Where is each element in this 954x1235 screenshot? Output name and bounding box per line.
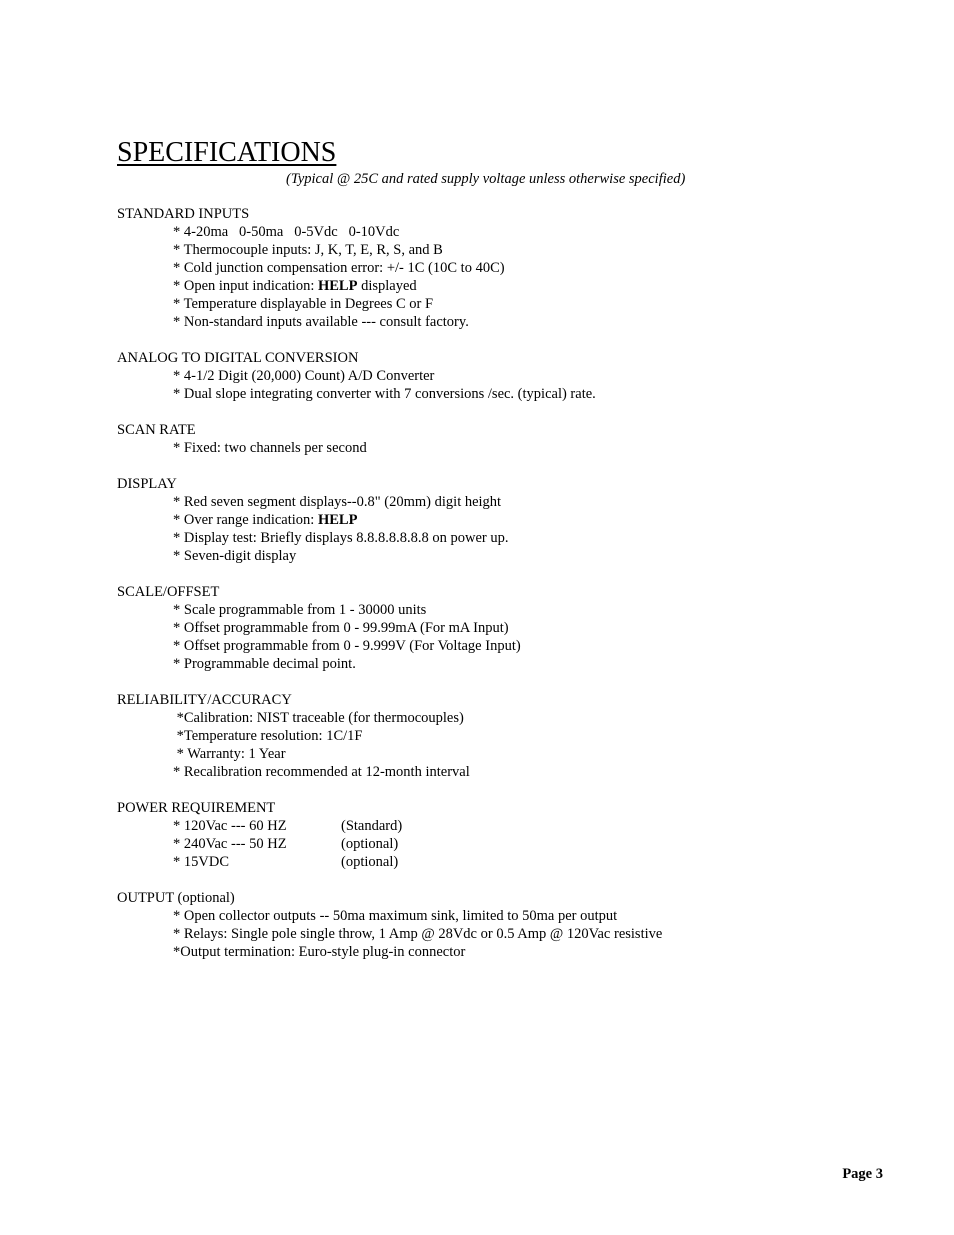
spec-item <box>117 727 877 745</box>
spec-item-text <box>173 853 341 871</box>
spec-item-label: * 240Vac --- 50 HZ <box>173 836 287 852</box>
spec-item-text <box>173 223 399 241</box>
spec-item <box>117 547 877 565</box>
spec-item <box>117 745 877 763</box>
spec-item <box>117 619 877 637</box>
spec-section <box>117 421 877 457</box>
spec-item <box>117 943 877 961</box>
spec-item <box>117 655 877 673</box>
spec-item-label: * Red seven segment displays--0.8" (20mm) digit height <box>173 494 502 510</box>
spec-item-text <box>173 241 443 259</box>
spec-item-label: * Open collector outputs -- 50ma maximum sink, limited to 50ma per output <box>173 908 618 924</box>
spec-item <box>117 601 877 619</box>
spec-item-text <box>173 547 296 565</box>
spec-item-label: * Warranty: 1 Year <box>173 746 286 762</box>
spec-item-label: * 120Vac --- 60 HZ <box>173 818 287 834</box>
spec-item <box>117 835 877 853</box>
spec-item-bold: HELP <box>317 512 358 528</box>
section-heading: STANDARD INPUTS <box>117 206 250 222</box>
spec-item-text <box>173 439 367 457</box>
spec-item-suffix: displayed <box>357 278 417 294</box>
spec-item-text <box>173 925 662 943</box>
spec-item-note: (optional) <box>341 854 399 870</box>
spec-item-label: * 4-20ma 0-50ma 0-5Vdc 0-10Vdc <box>173 224 400 240</box>
spec-item <box>117 709 877 727</box>
spec-item-text <box>173 763 470 781</box>
section-heading: ANALOG TO DIGITAL CONVERSION <box>117 350 359 366</box>
spec-item-label: *Calibration: NIST traceable (for thermocouples) <box>173 710 464 726</box>
spec-item-label: * Offset programmable from 0 - 99.99mA (For mA Input) <box>173 620 509 636</box>
spec-item <box>117 295 877 313</box>
spec-item-text <box>173 727 362 745</box>
spec-item-text <box>173 529 508 547</box>
spec-item-label: * Recalibration recommended at 12-month interval <box>173 764 470 780</box>
spec-item-text <box>173 367 434 385</box>
spec-item-label: * Programmable decimal point. <box>173 656 356 672</box>
spec-item-text <box>173 619 509 637</box>
section-heading: DISPLAY <box>117 476 177 492</box>
spec-item <box>117 493 877 511</box>
spec-item <box>117 277 877 295</box>
spec-item-text <box>173 601 426 619</box>
spec-item-label: * 15VDC <box>173 854 229 870</box>
spec-item-label: * Open input indication: <box>173 278 318 294</box>
spec-item <box>117 763 877 781</box>
spec-item-text <box>173 835 341 853</box>
spec-item-label: * 4-1/2 Digit (20,000) Count) A/D Converter <box>173 368 435 384</box>
spec-item <box>117 925 877 943</box>
section-heading: POWER REQUIREMENT <box>117 800 276 816</box>
spec-section <box>117 799 877 871</box>
spec-item <box>117 313 877 331</box>
spec-item <box>117 637 877 655</box>
spec-item-text <box>173 943 465 961</box>
page-number: Page 3 <box>842 1166 883 1182</box>
spec-item-text <box>173 493 501 511</box>
spec-item-label: * Seven-digit display <box>173 548 297 564</box>
spec-item-label: * Display test: Briefly displays 8.8.8.8.8.8.8 on power up. <box>173 530 509 546</box>
page-title: SPECIFICATIONS <box>117 137 337 168</box>
spec-item <box>117 439 877 457</box>
spec-item-note: (optional) <box>341 836 399 852</box>
spec-item-text <box>173 907 617 925</box>
page-subtitle: (Typical @ 25C and rated supply voltage unless otherwise specified) <box>286 171 686 187</box>
section-heading: RELIABILITY/ACCURACY <box>117 692 292 708</box>
spec-item-text <box>173 295 433 313</box>
spec-item-text <box>173 655 356 673</box>
spec-item-text <box>173 745 286 763</box>
spec-item <box>117 367 877 385</box>
spec-item <box>117 907 877 925</box>
spec-item-note: (Standard) <box>341 818 403 834</box>
spec-item-text <box>173 259 505 277</box>
spec-section <box>117 583 877 673</box>
spec-item-text <box>173 385 596 403</box>
spec-item-label: * Fixed: two channels per second <box>173 440 367 456</box>
spec-item <box>117 853 877 871</box>
spec-item-label: * Dual slope integrating converter with 7 conversions /sec. (typical) rate. <box>173 386 596 402</box>
spec-item <box>117 385 877 403</box>
spec-section <box>117 349 877 403</box>
spec-item-label: * Cold junction compensation error: +/- 1C (10C to 40C) <box>173 260 505 276</box>
spec-item-text <box>173 511 357 529</box>
spec-item-label: *Temperature resolution: 1C/1F <box>173 728 363 744</box>
spec-item <box>117 817 877 835</box>
spec-item <box>117 223 877 241</box>
spec-item-label: * Non-standard inputs available --- consult factory. <box>173 314 469 330</box>
spec-item-label: * Temperature displayable in Degrees C or F <box>173 296 434 312</box>
spec-item <box>117 511 877 529</box>
spec-item <box>117 241 877 259</box>
section-heading: SCALE/OFFSET <box>117 584 220 600</box>
spec-section <box>117 691 877 781</box>
section-heading: OUTPUT (optional) <box>117 890 235 906</box>
section-heading: SCAN RATE <box>117 422 196 438</box>
spec-item <box>117 529 877 547</box>
spec-item-text <box>173 313 469 331</box>
specifications-list <box>117 205 877 979</box>
spec-item-text <box>173 709 464 727</box>
spec-section <box>117 889 877 961</box>
spec-item-label: *Output termination: Euro-style plug-in connector <box>173 944 466 960</box>
spec-item-label: * Offset programmable from 0 - 9.999V (For Voltage Input) <box>173 638 521 654</box>
spec-item-label: * Relays: Single pole single throw, 1 Amp @ 28Vdc or 0.5 Amp @ 120Vac resistive <box>173 926 663 942</box>
spec-item-text <box>173 817 341 835</box>
spec-item <box>117 259 877 277</box>
spec-section <box>117 475 877 565</box>
spec-section <box>117 205 877 331</box>
spec-item-text <box>173 637 521 655</box>
spec-item-label: * Over range indication: <box>173 512 318 528</box>
spec-item-bold: HELP <box>317 278 358 294</box>
spec-item-label: * Thermocouple inputs: J, K, T, E, R, S, and B <box>173 242 443 258</box>
spec-item-label: * Scale programmable from 1 - 30000 units <box>173 602 427 618</box>
spec-item-text <box>173 277 417 295</box>
